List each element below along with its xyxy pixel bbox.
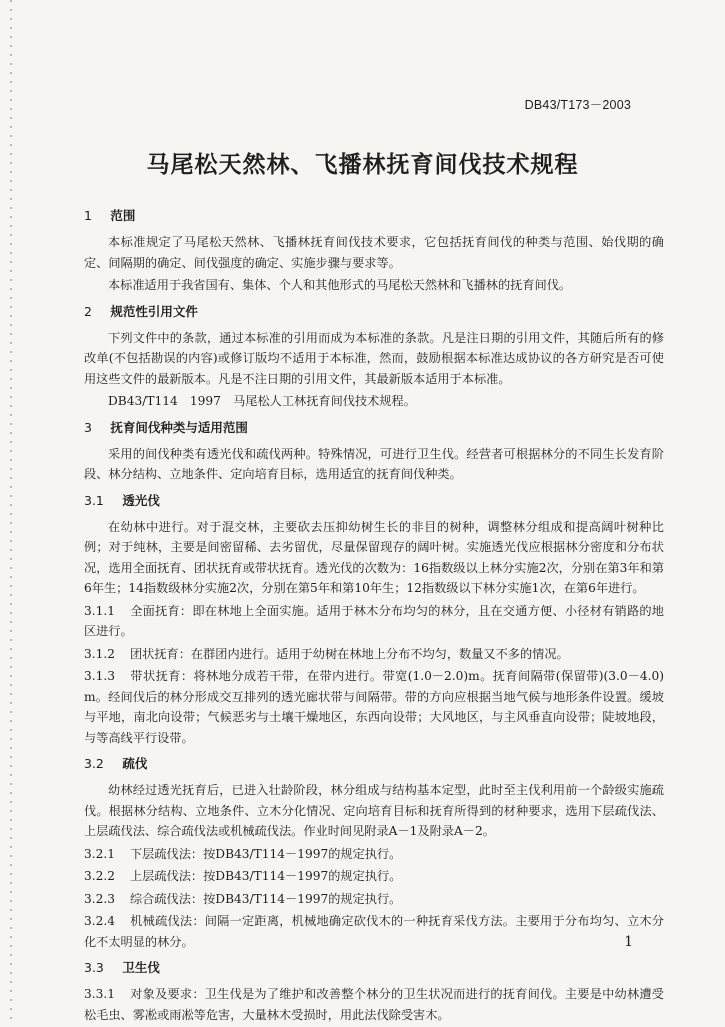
section-title: 规范性引用文件 — [110, 303, 198, 319]
clause-text: 机械疏伐法：间隔一定距离，机械地确定砍伐木的一种抚育采伐方法。主要用于分布均匀、立木分化不太明显的林分。 — [84, 914, 664, 949]
clause-3-1-1 — [84, 601, 664, 642]
clause-text: 带状抚育：将林地分成若干带，在带内进行。带宽(1.0－2.0)m。抚育间隔带(保留带)(3.0－4.0)m。经间伐后的林分形成交互排列的透光廊状带与间隔带。带的方向应根据当地气候与地形条件设置。缓坡与平地，南北向设带；气候恶劣与土壤干燥地区，东西向设带；大风地区，与主风垂直向设带；陡坡地段，与等高线平行设带。 — [84, 669, 664, 745]
subsection-title: 透光伐 — [122, 492, 160, 508]
section-number: 3 — [84, 419, 92, 435]
paragraph: 幼林经过透光抚育后，已进入壮龄阶段，林分组成与结构基本定型，此时至主伐利用前一个龄级实施疏伐。根据林分结构、立地条件、立木分化情况、定向培育目标和抚育所得到的材种要求，选用下层疏伐法、上层疏伐法、综合疏伐法或机械疏伐法。作业时间见附录A－1及附录A－2。 — [84, 783, 664, 838]
clause-3-1-3 — [84, 666, 664, 748]
section-heading-3 — [84, 418, 664, 438]
paragraph: DB43/T114 1997 马尾松人工林抚育间伐技术规程。 — [108, 394, 416, 408]
section-heading-1 — [84, 206, 664, 226]
clause-number: 3.1.2 — [84, 646, 116, 661]
subsection-heading-3-3 — [84, 958, 664, 978]
subsection-title: 卫生伐 — [122, 960, 160, 975]
paragraph: 采用的间伐种类有透光伐和疏伐两种。特殊情况，可进行卫生伐。经营者可根据林分的不同生长发育阶段、林分结构、立地条件、定向培育目标，选用适宜的抚育间伐种类。 — [84, 446, 664, 481]
clause-3-2-4 — [84, 911, 664, 952]
subsection-heading-3-2 — [84, 754, 664, 774]
clause-number: 3.1.1 — [84, 603, 116, 618]
subsection-heading-3-1 — [84, 491, 664, 511]
paragraph: 在幼林中进行。对于混交林，主要砍去压抑幼树生长的非目的树种，调整林分组成和提高阔叶树种比例；对于纯林，主要是间密留稀、去劣留优，尽量保留现存的阔叶树。实施透光伐应根据林分密度和分布状况，选用全面抚育、团状抚育或带状抚育。透光伐的次数为：16指数级以上林分实施2次，分别在第3年和第6年生；14指数级林分实施2次，分别在第5年和第10年生；12指数级以下林分实施1次，在第6年进行。 — [84, 519, 664, 595]
clause-number: 3.2.1 — [84, 846, 116, 861]
clause-text: 上层疏伐法：按DB43/T114－1997的规定执行。 — [130, 869, 402, 883]
subsection-number: 3.3 — [84, 960, 104, 975]
subsection-title: 疏伐 — [122, 756, 148, 771]
paragraph: 本标准规定了马尾松天然林、飞播林抚育间伐技术要求，它包括抚育间伐的种类与范围、始伐期的确定、间隔期的确定、间伐强度的确定、实施步骤与要求等。 — [84, 235, 664, 270]
clause-number: 3.2.3 — [84, 891, 116, 906]
clause-text: 综合疏伐法：按DB43/T114－1997的规定执行。 — [130, 891, 402, 906]
subsection-number: 3.1 — [84, 492, 104, 508]
document-body — [84, 200, 664, 1027]
paragraph: 本标准适用于我省国有、集体、个人和其他形式的马尾松天然林和飞播林的抚育间伐。 — [108, 278, 572, 292]
section-number: 2 — [84, 303, 92, 319]
clause-text: 下层疏伐法：按DB43/T114－1997的规定执行。 — [130, 846, 402, 861]
clause-text: 全面抚育：即在林地上全面实施。适用于林木分布均匀的林分，且在交通方便、小径材有销路的地区进行。 — [84, 603, 664, 638]
document-title: 马尾松天然林、飞播林抚育间伐技术规程 — [146, 152, 579, 178]
clause-number: 3.2.2 — [84, 869, 116, 883]
clause-3-2-2 — [84, 866, 664, 887]
section-number: 1 — [84, 208, 92, 223]
page-number: 1 — [624, 934, 633, 950]
paragraph: 下列文件中的条款，通过本标准的引用而成为本标准的条款。凡是注日期的引用文件，其随后所有的修改单(不包括勘误的内容)或修订版均不适用于本标准，然而，鼓励根据本标准达成协议的各方研究是否可使用这些文件的最新版本。凡是不注日期的引用文件，其最新版本适用于本标准。 — [84, 330, 664, 386]
clause-number: 3.2.4 — [84, 914, 116, 928]
clause-number: 3.1.3 — [84, 669, 116, 683]
clause-3-2-3 — [84, 889, 664, 910]
clause-3-1-2 — [84, 644, 664, 665]
subsection-number: 3.2 — [84, 756, 104, 771]
section-heading-2 — [84, 302, 664, 322]
document-code: DB43/T173－2003 — [524, 98, 631, 112]
clause-number: 3.3.1 — [84, 987, 116, 1001]
clause-text: 对象及要求：卫生伐是为了维护和改善整个林分的卫生状况而进行的抚育间伐。主要是中幼林遭受松毛虫、雾凇或雨凇等危害，大量林木受损时，用此法伐除受害木。 — [84, 987, 664, 1022]
clause-3-3-1 — [84, 984, 664, 1025]
clause-3-2-1 — [84, 844, 664, 865]
section-title: 范围 — [110, 208, 136, 223]
section-title: 抚育间伐种类与适用范围 — [110, 419, 248, 435]
clause-text: 团状抚育：在群团内进行。适用于幼树在林地上分布不均匀，数量又不多的情况。 — [130, 646, 569, 661]
